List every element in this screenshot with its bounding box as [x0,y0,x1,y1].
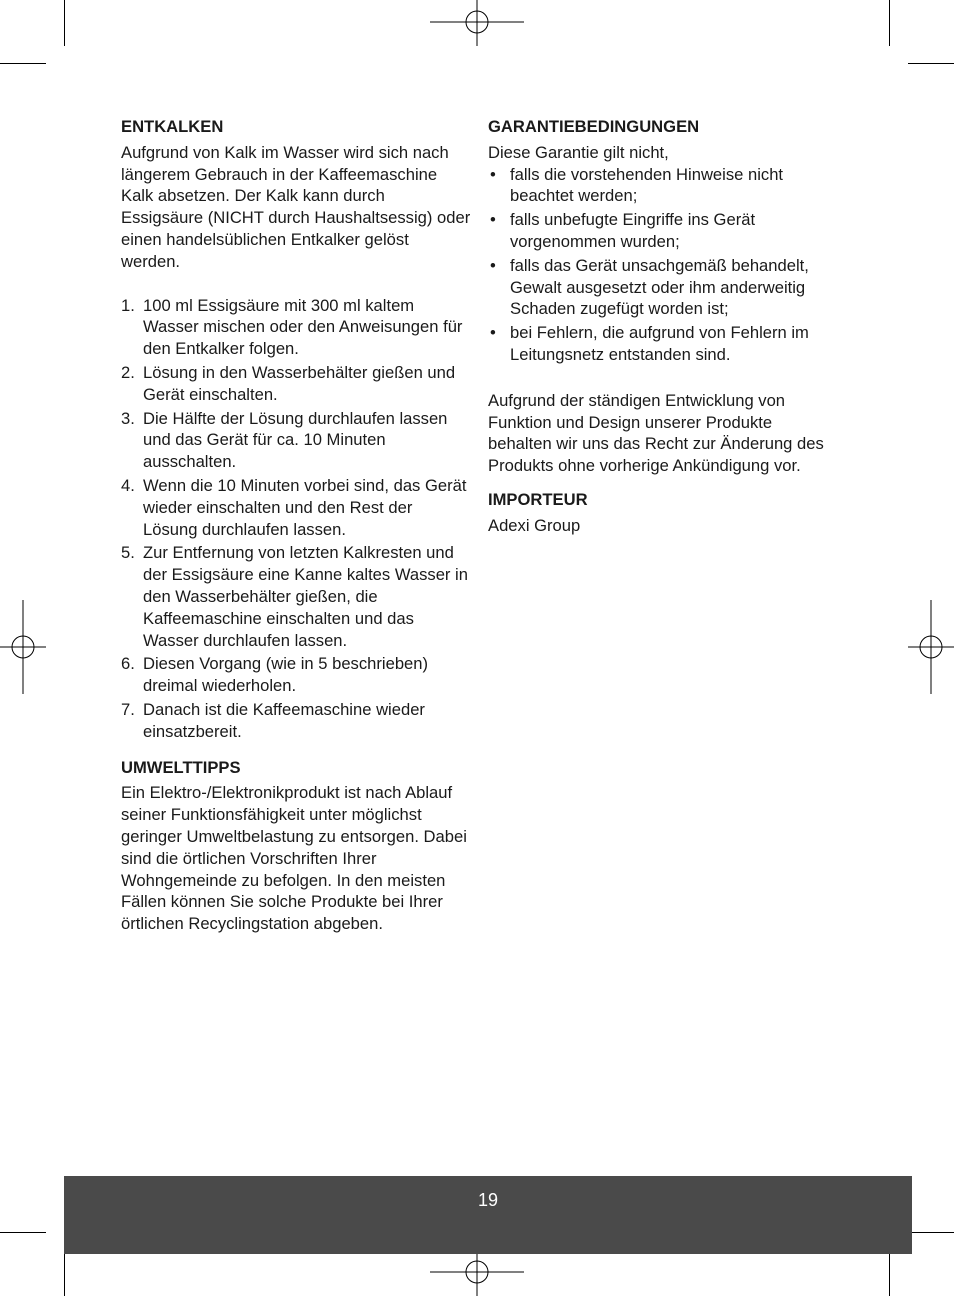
step-number: 3. [121,408,135,428]
step-text: Lösung in den Wasserbehälter gießen und Gerät einschalten. [143,362,456,404]
step-text: Danach ist die Kaffeemaschine wieder einsatzbereit. [143,699,425,741]
spacer [488,477,833,489]
step-number: 5. [121,543,135,563]
crop-mark [64,0,65,46]
right-column [488,116,833,537]
page-number: 19 [477,1190,499,1210]
entkalken-intro: Aufgrund von Kalk im Wasser wird sich nach längerem Gebrauch in der Kaffeemaschine Kalk absetzen. Der Kalk kann durch Essigsäure (NICHT durch Haushaltsessig) oder einen handelsüblichen Entkalker gelöst werden. [121,142,471,271]
umwelttipps-text: Ein Elektro-/Elektronikprodukt ist nach Ablauf seiner Funktionsfähigkeit unter möglichst geringer Umweltbelastung zu entsorgen. Dabei sind die örtlichen Vorschriften Ihrer Wohngemeinde zu befolgen. In den meisten Fällen können Sie solche Produkte bei Ihrer örtlichen Recyclingstation abgeben. [121,783,467,934]
step-number: 4. [121,475,135,495]
list-item: • falls die vorstehenden Hinweise nicht beachtet werden; [488,164,833,208]
crop-mark [889,0,890,46]
garantie-intro: Diese Garantie gilt nicht, [488,142,669,162]
list-item [121,542,471,651]
crop-mark [64,1250,65,1296]
list-item: • falls unbefugte Eingriffe ins Gerät vorgenommen wurden; [488,209,833,253]
list-item [121,475,471,540]
list-item [121,295,471,360]
list-item: • falls das Gerät unsachgemäß behandelt, Gewalt ausgesetzt oder ihm anderweitig Schaden zugefügt worden ist; [488,255,833,320]
crop-mark [889,1250,890,1296]
step-text: 100 ml Essigsäure mit 300 ml kaltem Wasser mischen oder den Anweisungen für den Entkalker folgen. [143,295,463,359]
step-text: Zur Entfernung von letzten Kalkresten und der Essigsäure eine Kanne kaltes Wasser in den Wasserbehälter gießen, die Kaffeemaschine einschalten und das Wasser durchlaufen lassen. [143,543,468,650]
list-item [121,653,471,697]
importeur-name: Adexi Group [488,515,581,535]
step-text: Die Hälfte der Lösung durchlaufen lassen und das Gerät für ca. 10 Minuten ausschalten. [143,408,448,472]
heading-umwelttipps: UMWELTTIPPS [121,757,241,777]
list-item: • bei Fehlern, die aufgrund von Fehlern im Leitungsnetz entstanden sind. [488,322,833,366]
footer-bar [64,1176,912,1254]
list-item [121,408,471,473]
registration-mark-icon [430,0,524,46]
heading-garantiebedingungen: GARANTIEBEDINGUNGEN [488,117,700,136]
spacer [121,273,471,295]
step-text: Wenn die 10 Minuten vorbei sind, das Gerät wieder einschalten und den Rest der Lösung durchlaufen lassen. [143,475,467,539]
spacer [121,745,471,757]
step-text: Diesen Vorgang (wie in 5 beschrieben) dreimal wiederholen. [143,654,429,696]
crop-mark [0,1232,46,1233]
descaling-steps [121,295,471,743]
section-entkalken [121,116,471,743]
registration-mark-icon [430,1250,524,1296]
list-item [121,362,471,406]
section-importeur [488,489,833,537]
step-number: 1. [121,295,135,315]
crop-mark [908,1232,954,1233]
heading-importeur: IMPORTEUR [488,489,588,509]
step-number: 7. [121,699,135,719]
garantie-note: Aufgrund der ständigen Entwicklung von Funktion und Design unserer Produkte behalten wir uns das Recht zur Änderung des Produkts ohne vorherige Ankündigung vor. [488,390,824,476]
registration-mark-icon [0,600,46,694]
step-number: 2. [121,362,135,382]
registration-mark-icon [908,600,954,694]
left-column [121,116,471,935]
spacer [488,368,833,390]
heading-entkalken: ENTKALKEN [121,117,224,136]
garantie-exclusions [488,164,833,366]
section-umwelttipps [121,757,471,935]
crop-mark [0,63,46,64]
list-item [121,699,471,743]
crop-mark [908,63,954,64]
step-number: 6. [121,654,135,674]
section-garantiebedingungen [488,116,833,477]
